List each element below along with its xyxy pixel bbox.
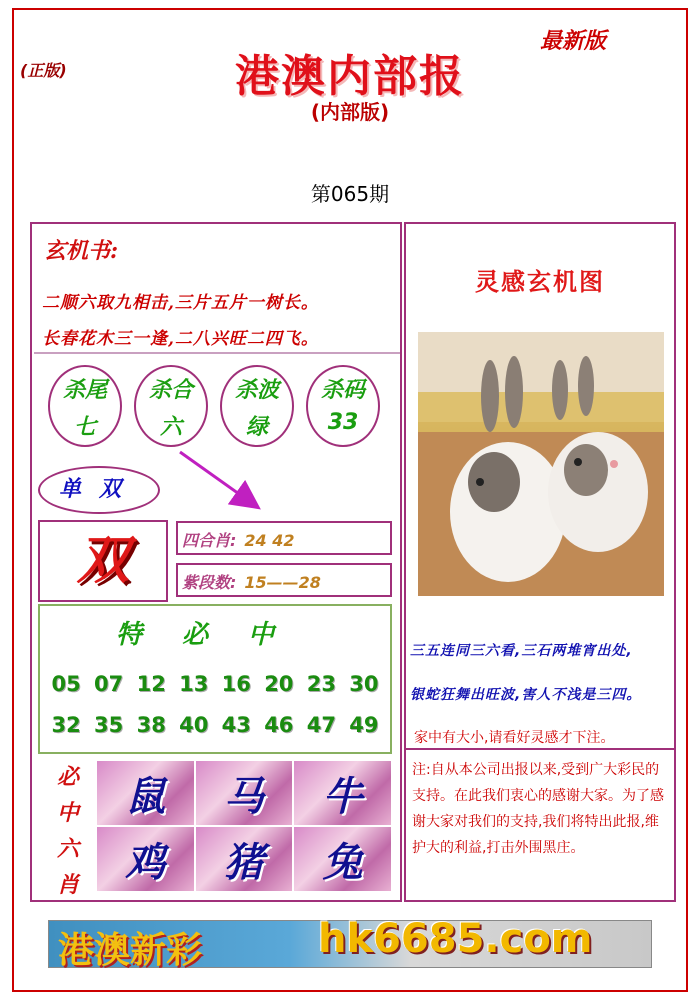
rabbits-illustration bbox=[418, 332, 664, 596]
animal-cell: 马 bbox=[195, 760, 294, 826]
arrow-icon bbox=[170, 444, 270, 520]
linggan-poem-1: 三五连同三六看,三石两堆宵出处, bbox=[410, 643, 633, 659]
sha-value: 33 bbox=[327, 410, 359, 435]
right-tag: 最新版 bbox=[540, 28, 607, 54]
animal-cell: 猪 bbox=[195, 826, 294, 892]
big-shuang-char: 双 bbox=[76, 531, 129, 591]
sha-value: 七 bbox=[73, 415, 96, 440]
ziduan-value: 15——28 bbox=[244, 573, 321, 592]
animal-cell: 牛 bbox=[293, 760, 392, 826]
linggan-note: 家中有大小,请看好灵感才下注。 bbox=[414, 730, 615, 746]
sha-label: 杀码 bbox=[320, 377, 365, 403]
sihe-label: 四合肖: bbox=[182, 531, 237, 550]
bizhong-char: 肖 bbox=[56, 873, 79, 898]
sha-label: 杀合 bbox=[148, 377, 193, 403]
sha-ma-ellipse bbox=[306, 365, 380, 447]
sihe-row bbox=[182, 528, 295, 551]
left-tag: (正版) bbox=[20, 61, 67, 80]
page-subtitle: (内部版) bbox=[310, 100, 390, 124]
animal-cell: 鸡 bbox=[96, 826, 195, 892]
page-title: 港澳内部报 bbox=[235, 51, 465, 102]
sha-label: 杀尾 bbox=[62, 377, 107, 403]
divider bbox=[34, 352, 400, 354]
sha-value: 绿 bbox=[245, 415, 268, 440]
ziduan-row bbox=[182, 570, 321, 593]
bizhong-label bbox=[48, 760, 88, 904]
animal-grid bbox=[96, 760, 392, 892]
tebizhong-title: 特必中 bbox=[115, 620, 314, 650]
xuanji-line-1: 二顺六取九相击,三片五片一树长。 bbox=[42, 293, 319, 313]
bizhong-char: 六 bbox=[56, 837, 79, 862]
linggan-poem-2: 银蛇狂舞出旺波,害人不浅是三四。 bbox=[410, 687, 642, 703]
banner-url-link[interactable]: hk6685.com bbox=[318, 916, 593, 962]
notice-text: 注:自从本公司出报以来,受到广大彩民的支持。在此我们衷心的感谢大家。为了感谢大家对我们的支持,我们将特出此报,维护大的利益,打击外围黑庄。 bbox=[412, 762, 664, 856]
sha-label: 杀波 bbox=[234, 377, 279, 403]
sha-wei-ellipse bbox=[48, 365, 122, 447]
dan-shuang-badge: 单双 bbox=[38, 466, 160, 514]
rabbits-photo-icon bbox=[418, 332, 664, 596]
banner-name: 港澳新彩 bbox=[58, 929, 203, 971]
sha-he-ellipse bbox=[134, 365, 208, 447]
animal-cell: 鼠 bbox=[96, 760, 195, 826]
sihe-value: 24 42 bbox=[244, 531, 295, 550]
linggan-title: 灵感玄机图 bbox=[475, 267, 605, 296]
sha-bo-ellipse bbox=[220, 365, 294, 447]
sha-value: 六 bbox=[159, 415, 182, 440]
animal-cell: 兔 bbox=[293, 826, 392, 892]
xuanji-line-2: 长春花木三一逢,二八兴旺二四飞。 bbox=[42, 329, 319, 349]
bizhong-char: 中 bbox=[56, 801, 79, 826]
number-row-1: 05 07 12 13 16 20 23 30 bbox=[51, 672, 379, 696]
number-row-2: 32 35 38 40 43 46 47 49 bbox=[51, 713, 379, 737]
divider bbox=[406, 748, 674, 750]
xuanji-heading: 玄机书: bbox=[44, 238, 119, 264]
ziduan-label: 紫段数: bbox=[182, 573, 237, 592]
bizhong-char: 必 bbox=[56, 765, 79, 790]
issue-number: 第065期 bbox=[310, 182, 390, 206]
